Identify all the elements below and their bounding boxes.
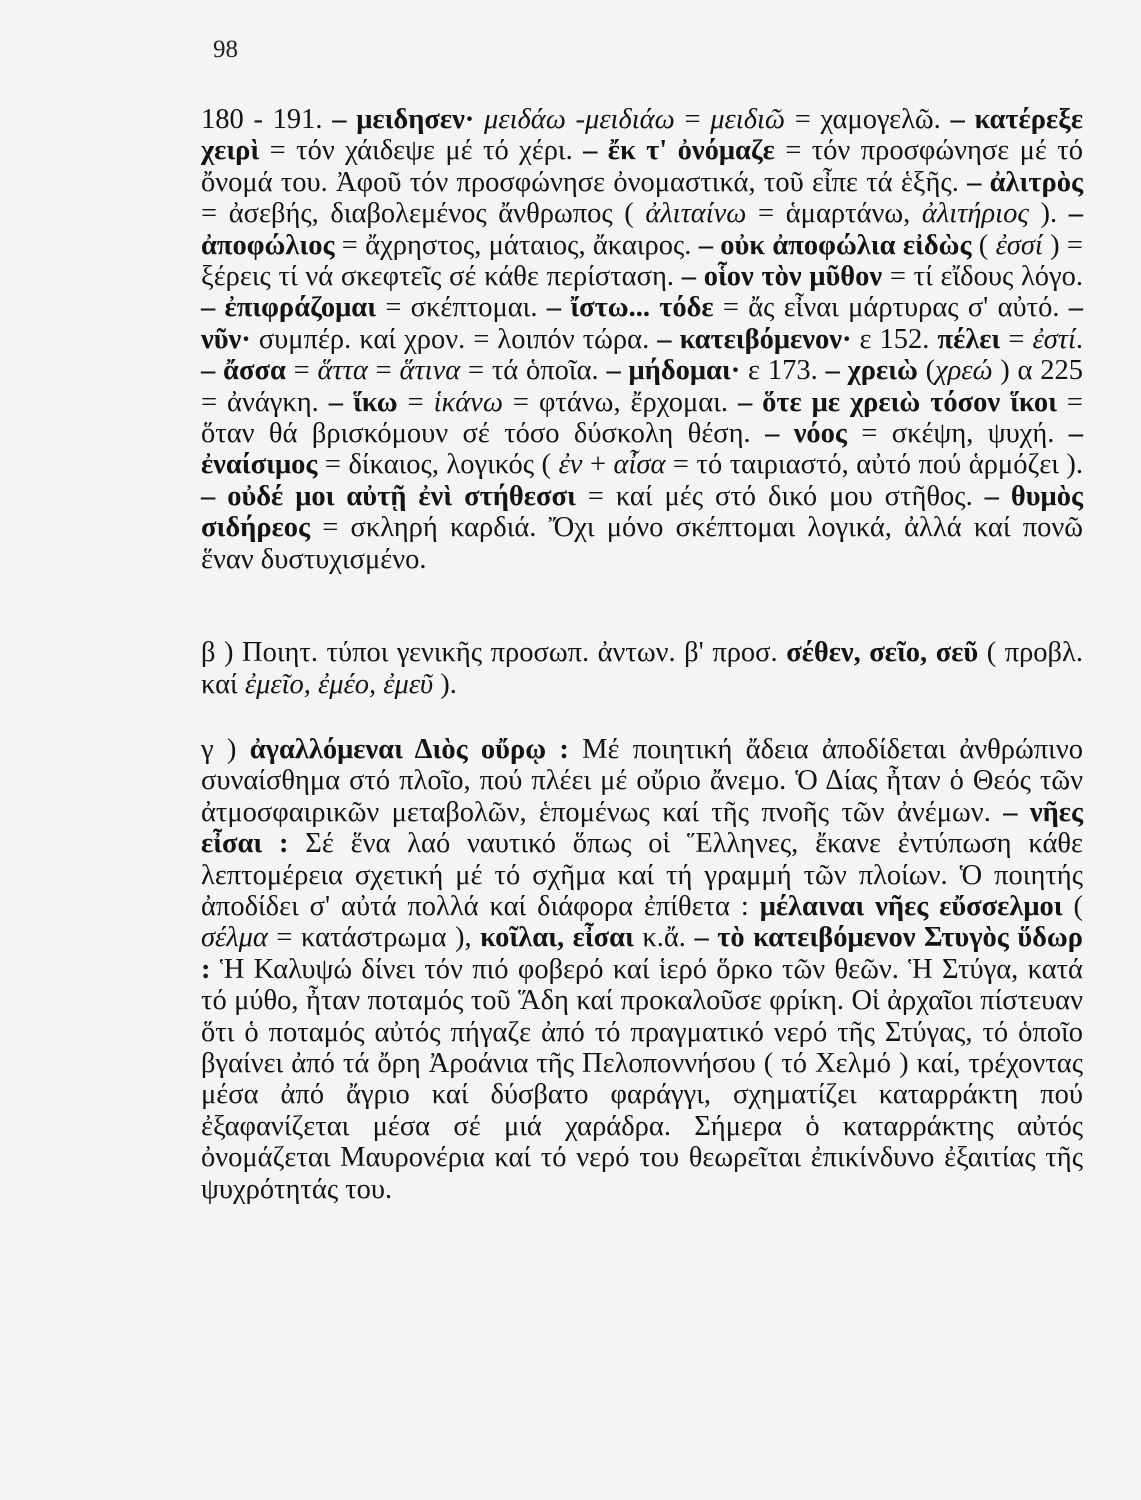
- text-segment: ε 173.: [740, 355, 826, 387]
- lemma: – ἐπιφράζομαι: [201, 292, 377, 324]
- italic-form: ἐσσί: [995, 229, 1043, 261]
- text-segment: ).: [433, 668, 457, 700]
- text-segment: =: [397, 386, 434, 418]
- text-segment: (: [1062, 890, 1083, 922]
- text-segment: Ἡ Καλυψώ δίνει τόν πιό φοβερό καί ἱερό ὅρκο τῶν θεῶν. Ἡ Στύγα, κατά τό μύθο, ἦταν ποταμός τοῦ Ἅδη καί προκαλοῦσε φρίκη. Οἱ ἀρχαῖοι πίστευαν ὅτι ὁ ποταμός αὐτός πήγαζε ἀπό τό πραγματικό νερό τῆς Στύγας, τό ὁποῖο βγαίνει ἀπό τά ὄρη Ἀροάνια τῆς Πελοποννήσου ( τό Χελμό ) καί, τρέχοντας μέσα ἀπό ἄγριο καί δύσβατο φαράγγι, σχηματίζει καταρράκτη πού ἐξαφανίζεται μέσα σέ μιά χαράδρα. Σήμερα ὁ καταρράκτης αὐτός ὀνομάζεται Μαυρονέρια καί τό νερό του θεωρεῖται ἐπικίνδυνο ἐξαιτίας τῆς ψυχρότητάς του.: [201, 953, 1083, 1205]
- lemma: – μειδησεν·: [332, 104, 475, 135]
- italic-form: αἶσα: [613, 449, 666, 481]
- lemma: – χρειὼ: [825, 355, 918, 387]
- page-number: 98: [213, 36, 238, 63]
- text-segment: =: [285, 355, 318, 387]
- italic-form: ἀλιταίνω: [645, 198, 747, 230]
- text-segment: = ἄχρηστος, μάταιος, ἄκαιρος.: [334, 229, 699, 261]
- text-segment: ( προβλ. καί: [201, 637, 1083, 700]
- italic-form: ἱκάνω: [433, 386, 503, 418]
- text-segment: κ.ἄ.: [633, 922, 695, 954]
- text-segment: = ἀσεβής, διαβολεμένος ἄνθρωπος (: [201, 198, 646, 230]
- text-segment: = σκληρή καρδιά. Ὄχι μόνο σκέπτομαι λογικά, ἀλλά καί πονῶ ἕναν δυστυχισμένο.: [201, 512, 1083, 575]
- lemma: – κατειβόμενον·: [657, 323, 852, 355]
- lemma: σέθεν, σεῖο, σεῦ: [786, 637, 979, 669]
- text-segment: = τά ὁποῖα.: [460, 355, 607, 387]
- text-segment: =: [367, 355, 400, 387]
- italic-form: ἐστί: [1032, 323, 1076, 355]
- text-segment: ) α 225 = ἀνάγκη.: [201, 355, 1083, 418]
- lemma: – οἷον τὸν μῦθον: [681, 261, 883, 293]
- text-segment: Σέ ἕνα λαό ναυτικό ὅπως οἱ Ἕλληνες, ἔκανε ἐντύπωση κάθε λεπτομέρεια σχετική μέ τό σχῆμα καί τή γραμμή τῶν πλοίων. Ὁ ποιητής ἀποδίδει σ' αὐτά πολλά καί διάφορα ἐπίθετα :: [201, 828, 1083, 922]
- text-segment: +: [582, 449, 614, 481]
- lemma: – νῆες εἶσαι :: [201, 796, 1083, 860]
- lemma: – ὅτε με χρειὼ τόσον ἵκοι: [737, 386, 1057, 418]
- italic-form: ἅττα: [317, 355, 368, 387]
- paragraph-notes-180-191: [201, 104, 1083, 575]
- lemma: μέλαιναι νῆες εὔσσελμοι: [759, 890, 1063, 922]
- lemma: – ἀποφώλιος: [201, 198, 1083, 261]
- text-segment: = φτάνω, ἔρχομαι.: [502, 386, 738, 418]
- text-segment: β ) Ποιητ. τύποι γενικῆς προσωπ. ἀντων. β' προσ.: [201, 637, 787, 669]
- commentary-body: [201, 104, 1083, 1205]
- text-segment: ) = ξέρεις τί νά σκεφτεῖς σέ κάθε περίσταση.: [201, 229, 1083, 293]
- text-segment: (: [971, 229, 996, 261]
- italic-form: σέλμα: [201, 922, 268, 954]
- italic-form: ἐμεῖο, ἐμέο, ἐμεῦ: [244, 668, 434, 700]
- lemma: – νῦν·: [201, 292, 1083, 355]
- text-segment: ).: [1028, 198, 1069, 230]
- lemma: – οὐδέ μοι αὐτῇ ἐνὶ στήθεσσι: [201, 480, 576, 512]
- lemma: – νόος: [765, 418, 847, 450]
- italic-form: ἅτινα: [399, 355, 461, 387]
- text-segment: (: [917, 355, 936, 387]
- italic-form: ἀλιτήριος: [921, 198, 1029, 230]
- lemma: – ἀλιτρὸς: [967, 166, 1084, 198]
- text-segment: = ὅταν θά βρισκόμουν σέ τόσο δύσκολη θέση.: [201, 386, 1084, 450]
- text-segment: =: [674, 104, 711, 135]
- lemma: – θυμὸς σιδήρεος: [201, 480, 1083, 544]
- text-segment: = κατάστρωμα ),: [267, 922, 481, 954]
- lemma: ἀγαλλόμεναι Διὸς οὔρῳ :: [249, 733, 569, 765]
- lemma: – κατέρεξε χειρὶ: [201, 104, 1083, 167]
- italic-form: χρεώ: [935, 355, 993, 387]
- text-segment: = σκέψη, ψυχή.: [846, 418, 1069, 450]
- text-segment: γ ): [201, 733, 250, 765]
- lemma: – τὸ κατειβόμενον Στυγὸς ὕδωρ :: [201, 922, 1084, 985]
- text-segment: = σκέπτομαι.: [376, 292, 547, 324]
- lemma: – οὐκ ἀποφώλια εἰδὼς: [698, 229, 972, 261]
- text-segment: = τόν χάιδεψε μέ τό χέρι.: [259, 135, 584, 167]
- text-segment: = ἄς εἶναι μάρτυρας σ' αὐτό.: [713, 292, 1069, 324]
- text-segment: .: [1075, 323, 1083, 355]
- italic-form: ἐν: [558, 449, 583, 481]
- lemma: – ἔκ τ' ὀνόμαζε: [583, 135, 775, 167]
- lemma: – ἐναίσιμος: [201, 418, 1083, 481]
- paragraph-gamma: [201, 734, 1083, 1205]
- text-segment: 180 - 191.: [201, 104, 333, 135]
- lemma: – ἄσσα: [201, 355, 286, 387]
- lemma: – μήδομαι·: [606, 355, 741, 387]
- lemma: – ἵκω: [328, 386, 398, 418]
- lemma: πέλει: [937, 323, 1001, 355]
- text-segment: = δίκαιος, λογικός (: [317, 449, 559, 481]
- paragraph-beta: [201, 637, 1083, 700]
- text-segment: = τό ταιριαστό, αὐτό πού ἁρμόζει ).: [665, 449, 1084, 481]
- text-segment: συμπέρ. καί χρον. = λοιπόν τώρα.: [250, 323, 658, 355]
- text-segment: = τόν προσφώνησε μέ τό ὄνομά του. Ἀφοῦ τόν προσφώνησε ὀνομαστικά, τοῦ εἶπε τά ἑξῆς.: [201, 135, 1083, 198]
- text-segment: =: [1000, 323, 1033, 355]
- text-segment: = χαμογελῶ.: [785, 104, 951, 135]
- italic-form: μειδάω -μειδιάω: [474, 104, 675, 135]
- text-segment: = τί εἴδους λόγο.: [882, 261, 1083, 293]
- text-segment: Μέ ποιητική ἄδεια ἀποδίδεται ἀνθρώπινο συναίσθημα στό πλοῖο, πού πλέει μέ οὔριο ἄνεμο. Ὁ Δίας ἦταν ὁ Θεός τῶν ἀτμοσφαιρικῶν μεταβολῶν, ἑπομένως καί τῆς πνοῆς τῶν ἀνέμων.: [201, 733, 1083, 828]
- text-segment: = καί μές στό δικό μου στῆθος.: [575, 480, 985, 512]
- lemma: – ἴστω... τόδε: [546, 292, 714, 324]
- text-segment: = ἁμαρτάνω,: [746, 198, 922, 230]
- lemma: κοῖλαι, εἶσαι: [480, 922, 634, 954]
- italic-form: μειδιῶ: [710, 104, 785, 135]
- text-segment: ε 152.: [851, 323, 938, 355]
